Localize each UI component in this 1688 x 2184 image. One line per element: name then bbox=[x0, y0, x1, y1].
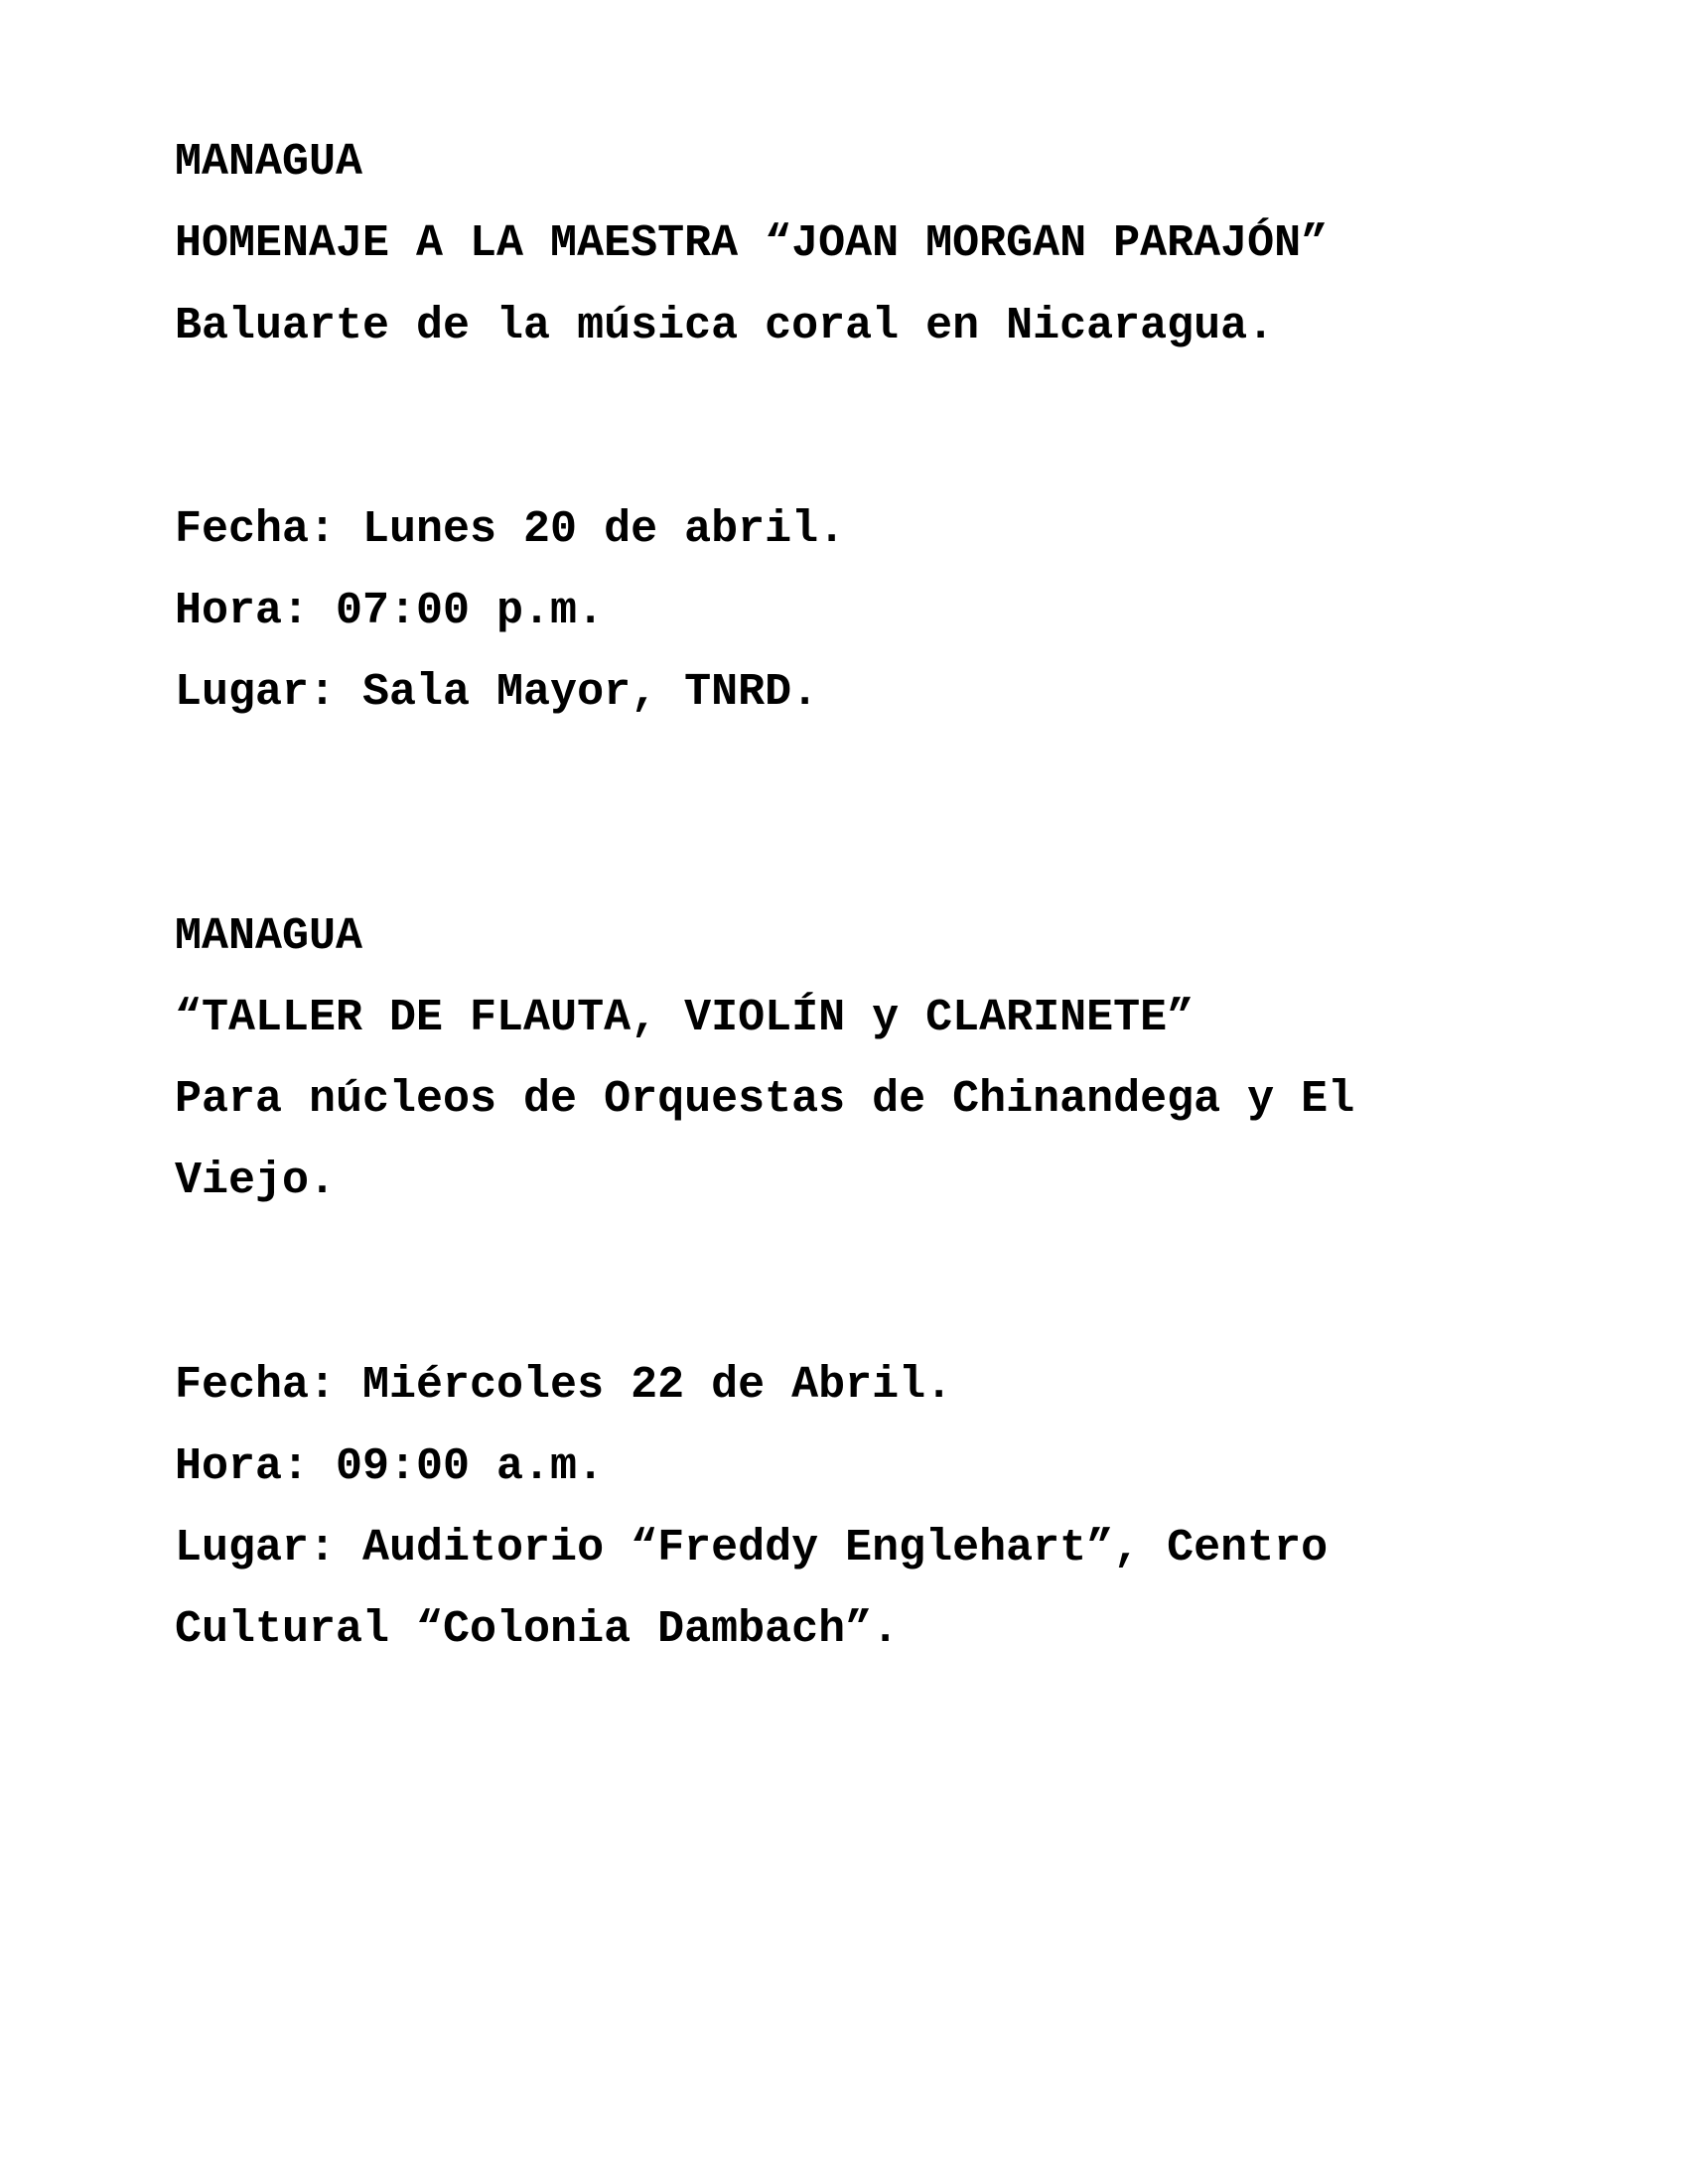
event-city: MANAGUA bbox=[175, 911, 363, 962]
event-subtitle: Baluarte de la música coral en Nicaragua. bbox=[175, 301, 1275, 351]
event-subtitle-line-2: Viejo. bbox=[175, 1156, 337, 1206]
event-venue: Lugar: Sala Mayor, TNRD. bbox=[175, 667, 819, 718]
event-time: Hora: 07:00 p.m. bbox=[175, 586, 605, 636]
event-venue-line-2: Cultural “Colonia Dambach”. bbox=[175, 1604, 900, 1655]
event-title: HOMENAJE A LA MAESTRA “JOAN MORGAN PARAJÓN” bbox=[175, 218, 1329, 269]
event-subtitle-line-1: Para núcleos de Orquestas de Chinandega y El bbox=[175, 1074, 1355, 1125]
event-time: Hora: 09:00 a.m. bbox=[175, 1441, 605, 1492]
event-venue-line-1: Lugar: Auditorio “Freddy Englehart”, Centro bbox=[175, 1523, 1329, 1573]
event-date: Fecha: Miércoles 22 de Abril. bbox=[175, 1360, 953, 1411]
event-date: Fecha: Lunes 20 de abril. bbox=[175, 504, 846, 555]
event-title: “TALLER DE FLAUTA, VIOLÍN y CLARINETE” bbox=[175, 993, 1195, 1043]
event-city: MANAGUA bbox=[175, 137, 363, 188]
